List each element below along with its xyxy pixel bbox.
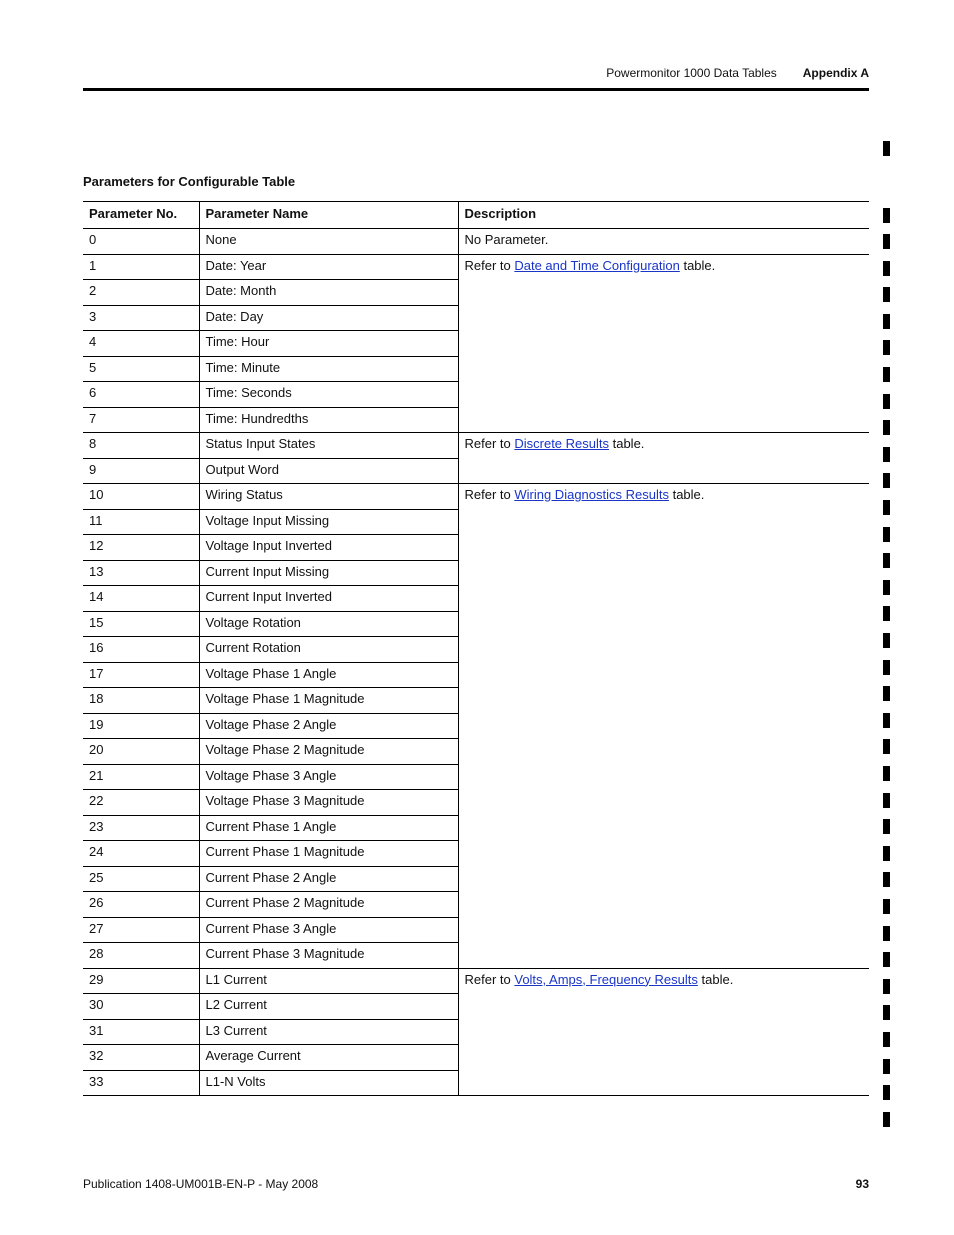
description-cell <box>458 484 869 969</box>
parameter-name-cell: L1 Current <box>199 968 458 994</box>
change-bar <box>883 846 890 861</box>
parameter-name-cell: Time: Hour <box>199 331 458 357</box>
parameter-number-cell: 18 <box>83 688 199 714</box>
change-bar <box>883 1059 890 1074</box>
parameter-name-cell: Voltage Input Missing <box>199 509 458 535</box>
parameter-number-cell: 26 <box>83 892 199 918</box>
change-bar <box>883 340 890 355</box>
change-bar <box>883 1005 890 1020</box>
parameter-number-cell: 28 <box>83 943 199 969</box>
change-bar <box>883 553 890 568</box>
parameter-name-cell: None <box>199 229 458 255</box>
parameter-number-cell: 11 <box>83 509 199 535</box>
description-cell <box>458 254 869 433</box>
change-bar <box>883 686 890 701</box>
parameter-number-cell: 9 <box>83 458 199 484</box>
change-bar <box>883 713 890 728</box>
parameter-number-cell: 1 <box>83 254 199 280</box>
parameter-name-cell: Output Word <box>199 458 458 484</box>
parameter-number-cell: 20 <box>83 739 199 765</box>
change-bar <box>883 234 890 249</box>
change-bar <box>883 208 890 223</box>
parameter-name-cell: Voltage Phase 3 Angle <box>199 764 458 790</box>
change-bar <box>883 580 890 595</box>
description-cell <box>458 433 869 484</box>
table-row <box>83 254 869 280</box>
parameter-name-cell: Voltage Rotation <box>199 611 458 637</box>
parameter-number-cell: 2 <box>83 280 199 306</box>
change-bar <box>883 606 890 621</box>
change-bar <box>883 500 890 515</box>
table-header-row <box>83 202 869 229</box>
parameter-name-cell: Voltage Phase 3 Magnitude <box>199 790 458 816</box>
parameter-name-cell: Time: Hundredths <box>199 407 458 433</box>
parameter-name-cell: Current Phase 1 Magnitude <box>199 841 458 867</box>
column-header-parameter-no: Parameter No. <box>83 202 199 229</box>
parameter-name-cell: Voltage Input Inverted <box>199 535 458 561</box>
parameter-number-cell: 30 <box>83 994 199 1020</box>
parameter-number-cell: 29 <box>83 968 199 994</box>
parameter-number-cell: 32 <box>83 1045 199 1071</box>
parameter-name-cell: Voltage Phase 1 Magnitude <box>199 688 458 714</box>
description-reference-link[interactable]: Discrete Results <box>514 436 609 451</box>
change-bar <box>883 660 890 675</box>
change-bar <box>883 793 890 808</box>
parameter-number-cell: 5 <box>83 356 199 382</box>
parameter-name-cell: L3 Current <box>199 1019 458 1045</box>
description-text: Refer to <box>464 971 515 987</box>
parameter-number-cell: 17 <box>83 662 199 688</box>
header-section-title: Powermonitor 1000 Data Tables <box>606 66 777 80</box>
parameter-number-cell: 7 <box>83 407 199 433</box>
parameter-name-cell: Current Rotation <box>199 637 458 663</box>
parameter-number-cell: 4 <box>83 331 199 357</box>
parameter-number-cell: 16 <box>83 637 199 663</box>
change-bar <box>883 739 890 754</box>
parameter-name-cell: Voltage Phase 2 Magnitude <box>199 739 458 765</box>
parameter-name-cell: L2 Current <box>199 994 458 1020</box>
change-bar <box>883 899 890 914</box>
footer-publication: Publication 1408-UM001B-EN-P - May 2008 <box>83 1177 319 1191</box>
table-row <box>83 968 869 994</box>
parameters-table <box>83 201 869 1096</box>
parameter-name-cell: Time: Seconds <box>199 382 458 408</box>
parameter-number-cell: 12 <box>83 535 199 561</box>
parameter-number-cell: 23 <box>83 815 199 841</box>
page-header <box>606 66 869 80</box>
change-bar <box>883 979 890 994</box>
change-bar <box>883 447 890 462</box>
parameter-name-cell: Current Input Missing <box>199 560 458 586</box>
parameter-name-cell: Date: Day <box>199 305 458 331</box>
description-suffix: table. <box>668 487 705 502</box>
parameter-name-cell: Voltage Phase 1 Angle <box>199 662 458 688</box>
footer-page-number: 93 <box>855 1177 869 1191</box>
change-bar <box>883 926 890 941</box>
parameter-name-cell: Date: Year <box>199 254 458 280</box>
parameter-name-cell: L1-N Volts <box>199 1070 458 1096</box>
change-bar <box>883 1112 890 1127</box>
table-row <box>83 229 869 255</box>
parameter-number-cell: 31 <box>83 1019 199 1045</box>
column-header-parameter-name: Parameter Name <box>199 202 458 229</box>
description-suffix: table. <box>697 971 734 987</box>
parameter-number-cell: 0 <box>83 229 199 255</box>
change-bar <box>883 872 890 887</box>
description-text: No Parameter. <box>464 232 549 247</box>
header-rule <box>83 88 869 91</box>
change-bar <box>883 819 890 834</box>
change-bar <box>883 633 890 648</box>
change-bar <box>883 766 890 781</box>
parameter-name-cell: Current Phase 3 Magnitude <box>199 943 458 969</box>
description-suffix: table. <box>609 436 645 451</box>
parameter-number-cell: 33 <box>83 1070 199 1096</box>
change-bar <box>883 394 890 409</box>
change-bar <box>883 952 890 967</box>
description-suffix: table. <box>679 257 716 273</box>
parameter-name-cell: Current Phase 1 Angle <box>199 815 458 841</box>
table-row <box>83 484 869 510</box>
change-bar <box>883 314 890 329</box>
parameter-number-cell: 3 <box>83 305 199 331</box>
parameter-name-cell: Date: Month <box>199 280 458 306</box>
description-text: Refer to <box>464 436 515 451</box>
description-cell <box>458 229 869 255</box>
parameter-number-cell: 25 <box>83 866 199 892</box>
header-appendix-label: Appendix A <box>802 66 869 80</box>
parameter-number-cell: 14 <box>83 586 199 612</box>
table-row <box>83 433 869 459</box>
column-header-description: Description <box>458 202 869 229</box>
description-reference-link[interactable]: Volts, Amps, Frequency Results <box>514 971 698 987</box>
change-bar <box>883 261 890 276</box>
parameter-name-cell: Current Input Inverted <box>199 586 458 612</box>
change-bar <box>883 1085 890 1100</box>
parameter-number-cell: 22 <box>83 790 199 816</box>
change-bar <box>883 1032 890 1047</box>
change-bar <box>883 473 890 488</box>
description-text: Refer to <box>464 257 515 273</box>
parameter-number-cell: 21 <box>83 764 199 790</box>
parameter-name-cell: Status Input States <box>199 433 458 459</box>
parameter-name-cell: Average Current <box>199 1045 458 1071</box>
description-reference-link[interactable]: Date and Time Configuration <box>514 257 680 273</box>
change-bar <box>883 141 890 156</box>
parameter-number-cell: 6 <box>83 382 199 408</box>
change-bars <box>883 0 891 1235</box>
table-body <box>83 229 869 1096</box>
parameter-number-cell: 15 <box>83 611 199 637</box>
description-cell <box>458 968 869 1096</box>
description-reference-link[interactable]: Wiring Diagnostics Results <box>514 487 669 502</box>
parameter-name-cell: Current Phase 2 Magnitude <box>199 892 458 918</box>
parameter-number-cell: 27 <box>83 917 199 943</box>
change-bar <box>883 527 890 542</box>
parameter-name-cell: Wiring Status <box>199 484 458 510</box>
parameter-number-cell: 24 <box>83 841 199 867</box>
change-bar <box>883 287 890 302</box>
parameter-number-cell: 19 <box>83 713 199 739</box>
parameter-name-cell: Current Phase 3 Angle <box>199 917 458 943</box>
table-title: Parameters for Configurable Table <box>83 174 296 189</box>
change-bar <box>883 367 890 382</box>
parameter-name-cell: Time: Minute <box>199 356 458 382</box>
change-bar <box>883 420 890 435</box>
parameter-name-cell: Current Phase 2 Angle <box>199 866 458 892</box>
parameter-number-cell: 8 <box>83 433 199 459</box>
description-text: Refer to <box>464 487 515 502</box>
parameter-number-cell: 10 <box>83 484 199 510</box>
parameter-number-cell: 13 <box>83 560 199 586</box>
parameter-name-cell: Voltage Phase 2 Angle <box>199 713 458 739</box>
